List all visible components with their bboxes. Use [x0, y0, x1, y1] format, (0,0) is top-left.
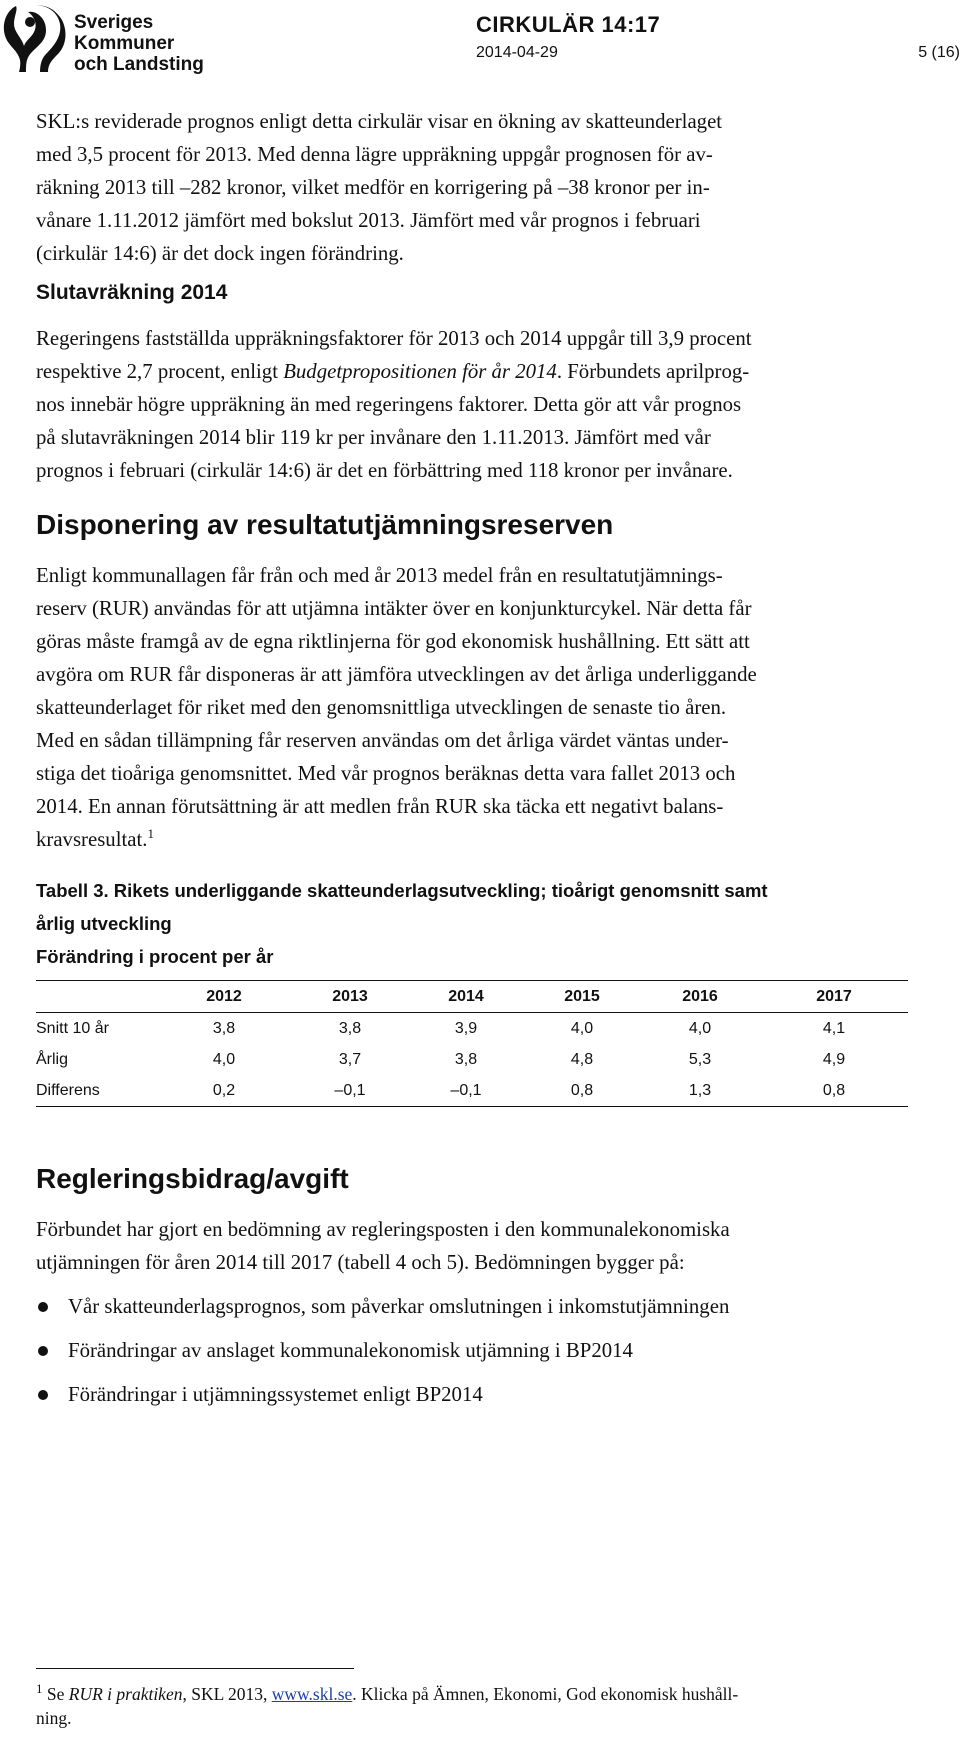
table-row — [36, 1013, 908, 1045]
rur-line: Med en sådan tillämpning får reserven användas om det årliga värdet väntas under- — [36, 729, 729, 752]
footnote-ref-title: RUR i praktiken — [68, 1684, 183, 1704]
bullet-list — [36, 1285, 956, 1417]
reg-line: utjämningen för åren 2014 till 2017 (tabell 4 och 5). Bedömningen bygger på: — [36, 1251, 685, 1274]
reg-line: Förbundet har gjort en bedömning av regleringsposten i den kommunalekonomiska — [36, 1218, 730, 1241]
skl-logo — [2, 2, 204, 82]
table-cell: 4,8 — [570, 1050, 594, 1068]
slut-line: . Förbundets aprilprog- — [556, 360, 750, 383]
table-cell: 3,9 — [454, 1019, 478, 1037]
row-label: Differens — [36, 1081, 100, 1099]
intro-line: med 3,5 procent för 2013. Med denna lägre uppräkning uppgår prognosen för av- — [36, 143, 713, 166]
footnote-number: 1 — [36, 1681, 43, 1697]
slutavrakning-paragraph — [36, 322, 956, 487]
footnote-text: . Klicka på Ämnen, Ekonomi, God ekonomisk hushåll- — [352, 1684, 739, 1704]
rur-line: avgöra om RUR får disponeras är att jämföra utvecklingen av det årliga underliggande — [36, 663, 757, 686]
table-cell: 5,3 — [688, 1050, 712, 1068]
list-item — [36, 1329, 956, 1373]
bullet-icon — [38, 1346, 48, 1356]
table-cell: 0,8 — [822, 1081, 846, 1099]
table-caption — [36, 874, 956, 973]
table-caption-line: årlig utveckling — [36, 913, 172, 934]
intro-line: (cirkulär 14:6) är det dock ingen förändring. — [36, 242, 404, 265]
row-label: Årlig — [36, 1050, 69, 1068]
logo-line-1: Sveriges — [74, 12, 154, 33]
rur-line: reserv (RUR) användas för att utjämna intäkter över en konjunkturcykel. När detta får — [36, 597, 752, 620]
bullet-icon — [38, 1302, 48, 1312]
data-table — [36, 980, 908, 1107]
footnote — [36, 1682, 936, 1730]
table-row — [36, 1044, 908, 1075]
slut-line: på slutavräkningen 2014 blir 119 kr per invånare den 1.11.2013. Jämfört med vår — [36, 426, 711, 449]
rur-line: skatteunderlaget för riket med den genomsnittliga utvecklingen de senaste tio åren. — [36, 696, 727, 719]
bullet-icon — [38, 1390, 48, 1400]
doc-title: CIRKULÄR 14:17 — [476, 12, 661, 37]
list-item-text: Förändringar i utjämningssystemet enligt BP2014 — [68, 1383, 483, 1406]
table-row — [36, 1075, 908, 1107]
footnote-text: , SKL 2013, — [182, 1684, 272, 1704]
heading-regleringsbidrag: Regleringsbidrag/avgift — [36, 1163, 349, 1194]
table-cell: 4,9 — [822, 1050, 846, 1068]
table-header-cell: 2014 — [448, 987, 484, 1005]
table-header-cell: 2012 — [206, 987, 242, 1005]
table-cell: 1,3 — [688, 1081, 712, 1099]
intro-line: räkning 2013 till –282 kronor, vilket medför en korrigering på –38 kronor per in- — [36, 176, 710, 199]
table-header-cell: 2015 — [564, 987, 600, 1005]
table-cell: 0,8 — [570, 1081, 594, 1099]
skl-logo-icon — [2, 2, 68, 74]
table-cell: 4,1 — [822, 1019, 846, 1037]
rur-line: Enligt kommunallagen får från och med år 2013 medel från en resultatutjämnings- — [36, 564, 723, 587]
intro-line: SKL:s reviderade prognos enligt detta cirkulär visar en ökning av skatteunderlaget — [36, 110, 723, 133]
intro-line: vånare 1.11.2012 jämfört med bokslut 2013. Jämfört med vår prognos i februari — [36, 209, 701, 232]
table-subtitle: Förändring i procent per år — [36, 946, 274, 967]
footnote-text: ning. — [36, 1708, 72, 1728]
table-header-cell — [36, 981, 156, 1013]
table-cell: 3,7 — [338, 1050, 362, 1068]
table-header-row — [36, 981, 908, 1013]
heading-disponering: Disponering av resultatutjämningsreserven — [36, 509, 614, 540]
logo-line-3: och Landsting — [74, 54, 204, 75]
list-item-text: Vår skatteunderlagsprognos, som påverkar omslutningen i inkomstutjämningen — [68, 1295, 730, 1318]
table-cell: 4,0 — [688, 1019, 712, 1037]
table-cell: 4,0 — [212, 1050, 236, 1068]
footnote-separator — [36, 1668, 354, 1669]
rur-line: kravsresultat. — [36, 828, 148, 851]
table-cell: 4,0 — [570, 1019, 594, 1037]
list-item — [36, 1285, 956, 1329]
table-cell: 3,8 — [454, 1050, 478, 1068]
rur-line: stiga det tioåriga genomsnittet. Med vår prognos beräknas detta vara fallet 2013 och — [36, 762, 736, 785]
table-cell: 3,8 — [338, 1019, 362, 1037]
slut-line: Regeringens fastställda uppräkningsfaktorer för 2013 och 2014 uppgår till 3,9 procent — [36, 327, 752, 350]
row-label: Snitt 10 år — [36, 1019, 109, 1037]
table-header-cell: 2017 — [816, 987, 852, 1005]
rur-line: 2014. En annan förutsättning är att medlen från RUR ska täcka ett negativt balans- — [36, 795, 724, 818]
list-item-text: Förändringar av anslaget kommunalekonomisk utjämning i BP2014 — [68, 1339, 633, 1362]
slut-line: respektive 2,7 procent, enligt — [36, 360, 284, 383]
table-header-cell: 2013 — [332, 987, 368, 1005]
slut-line: nos innebär högre uppräkning än med regeringens faktorer. Detta gör att vår prognos — [36, 393, 742, 416]
intro-paragraph — [36, 105, 956, 270]
list-item — [36, 1373, 956, 1417]
reg-paragraph — [36, 1213, 956, 1279]
doc-date: 2014-04-29 — [476, 44, 558, 61]
skl-link[interactable]: www.skl.se — [271, 1684, 353, 1704]
footnote-ref[interactable]: 1 — [147, 826, 154, 842]
page-number: 5 (16) — [918, 44, 960, 61]
table-header-cell: 2016 — [682, 987, 718, 1005]
rur-paragraph — [36, 559, 956, 856]
main-content — [36, 105, 956, 1417]
slut-line: prognos i februari (cirkulär 14:6) är det en förbättring med 118 kronor per invånare. — [36, 459, 733, 482]
footnote-text: Se — [42, 1684, 69, 1704]
table-cell: –0,1 — [334, 1081, 366, 1099]
logo-line-2: Kommuner — [74, 33, 175, 54]
table-caption-line: Tabell 3. Rikets underliggande skatteunderlagsutveckling; tioårigt genomsnitt samt — [36, 880, 768, 901]
heading-slutavrakning: Slutavräkning 2014 — [36, 281, 228, 304]
table-cell: –0,1 — [450, 1081, 482, 1099]
table-cell: 0,2 — [212, 1081, 236, 1099]
table-cell: 3,8 — [212, 1019, 236, 1037]
budget-proposition-title: Budgetpropositionen för år 2014 — [283, 360, 557, 383]
logo-wordmark — [74, 12, 204, 75]
rur-line: göras måste framgå av de egna riktlinjerna för god ekonomisk hushållning. Ett sätt att — [36, 630, 750, 653]
